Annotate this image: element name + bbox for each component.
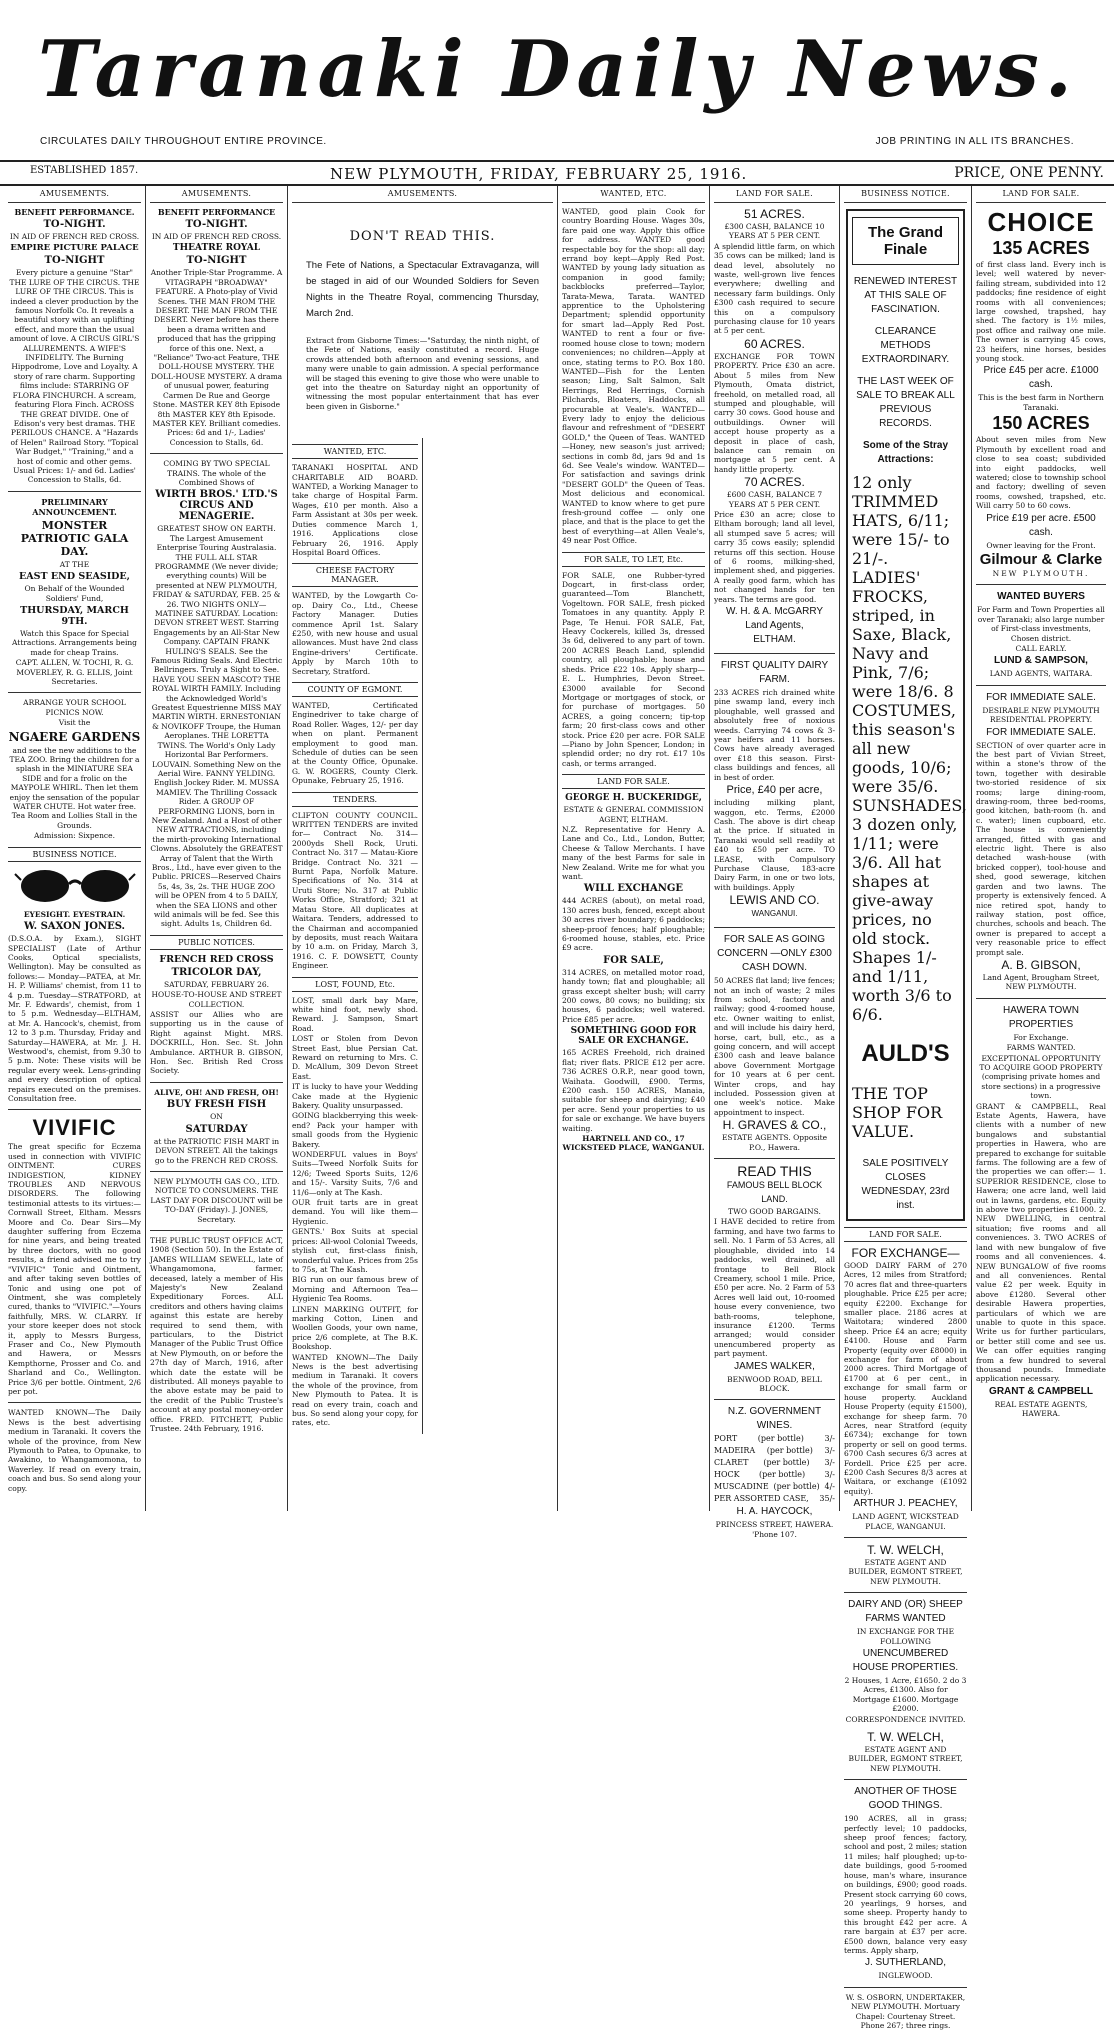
ad-signature: A. B. GIBSON, bbox=[1001, 957, 1081, 972]
ad-title: FOR EXCHANGE— bbox=[851, 1246, 960, 1260]
ad-body: Price £30 an acre; close to Eltham borough; land all level, all stumped save 5 acres; will carry 35 cows easily; splendid returns off this section. House of 6 rooms, milking-shed, implement shed, and piggeries. A really good farm, which has not changed hands for ten years. The terms are good. bbox=[714, 509, 835, 604]
welch-ad-1 bbox=[844, 1543, 967, 1586]
gilmour-clarke-ad bbox=[976, 207, 1106, 578]
ad-line: Some of the Stray Attractions: bbox=[862, 440, 949, 465]
ad-title-2: TO-NIGHT bbox=[186, 255, 247, 267]
theatre-royal-ad bbox=[150, 207, 283, 447]
column-4 bbox=[558, 186, 710, 1511]
list-item: WANTED KNOWN—The Daily News is the best advertising medium in Taranaki. It covers the whole of the province, from New Plymouth to Patea. It is read on every train, coach and bus. So send along your copy, for rates, etc. bbox=[292, 1352, 418, 1428]
ad-title: ARRANGE YOUR SCHOOL PICNICS NOW. bbox=[23, 698, 126, 717]
column-1 bbox=[4, 186, 146, 1511]
wine-name: PER ASSORTED CASE, bbox=[714, 1494, 809, 1504]
column-3-right bbox=[423, 438, 553, 1434]
list-item: LINEN MARKING OUTFIT, for marking Cotton, Linen and Woollen Goods, your own name, price 2/6 complete, at The B.K. Bookshop. bbox=[292, 1304, 418, 1352]
wine-price: 4/- bbox=[824, 1482, 835, 1492]
ad-subtitle-2: FARMS WANTED. bbox=[1006, 1043, 1076, 1053]
column-6 bbox=[840, 186, 972, 2030]
wine-name: PORT bbox=[714, 1434, 738, 1444]
ad-body: GREATEST SHOW ON EARTH. The Largest Amusement Enterprise Touring Australasia. THE FULL ALL STAR PROGRAMME (We never divide; everything counts) Will be presented at NEW PLYMOUTH, FRIDAY & SATURDAY, FEB. 25 & 26. TWO NIGHTS ONLY—MATINEE SATURDAY. Location: DEVON STREET WEST. Starring Engagements by an All-Star New Company. CAPTAIN FRANK HULING'S SEALS. See the Famous Riding Seals. And Electric Bellringers. Truly a Sight to See. HAVE YOU SEEN MASCOT? THE ROYAL WIRTH FAMILY. Including the Acknowledged World's Greatest Equestrienne MISS MAY MARTIN WIRTH. ERNESTONIAN & NOVIKOFF Troupe, the Human Aeroplanes. THE LORETTA TWINS. The World's Only Lady Horizontal Bar Performers. LOUVAIN. Something New on the Aerial Wire. FANNY YELDING. English Jockey Rider. M. MUSSA MAMIEV. The Thrilling Cossack Rider. A GROUP OF PERFORMING LIONS, born in New Zealand. And a Host of other NEW ATTRACTIONS, including the mirth-provoking International Clowns. Absolutely the GREATEST Array of Talent that the Wirth Bros., Ltd., have ever given to the Public. PRICES—Reserved Chairs 5s, 4s, 3s, 2s. THE HUGE ZOO will be OPEN from 4 to 5 DAILY, when the SEA LIONS and other wild animals will be fed. See this sight. Adults 1s, Children 6d. bbox=[150, 524, 283, 929]
wine-price: 3/- bbox=[824, 1470, 835, 1480]
ad-title: ALIVE, OH! AND FRESH, OH! bbox=[154, 1087, 279, 1097]
ad-body: 233 ACRES rich drained white pine swamp land, every inch ploughable, well grassed and absolutely free of noxious weeds. Carrying 74 cows & 3-year heifers and 11 horses. Cows have already averaged over £18 this season. First-class buildings and fences, all in best of order. bbox=[714, 688, 835, 782]
ad-title: The Grand Finale bbox=[852, 217, 959, 265]
divider bbox=[714, 1158, 835, 1159]
ad-signature: JAMES WALKER, bbox=[734, 1360, 815, 1372]
ad-subtitle: ESTATE AGENT AND BUILDER, EGMONT STREET, NEW PLYMOUTH. bbox=[848, 1745, 963, 1773]
gibson-ad bbox=[976, 691, 1106, 992]
ad-signature: CAPT. ALLEN, W. TOCHI, R. G. MOVERLEY, R. G. ELLIS, Joint Secretaries. bbox=[15, 658, 134, 686]
section-header: WANTED, ETC. bbox=[292, 444, 418, 459]
list-item: GOING blackberrying this week-end? Pack your hamper with small goods from the Hygienic Bakery. bbox=[292, 1111, 418, 1149]
ad-body: 50 ACRES flat land; live fences; not an inch of waste; 2 miles from school, factory and railway; good 4-roomed house, etc. Owner waiting to enlist, and will include his dairy herd, horse, cart, bull, etc., as a going concern, and will accept £300 cash and leave balance above Government Mortgage for 10 years at 6 per cent. Winter crops, and hay included. Possession given at one week's notice. Make appointment to inspect. bbox=[714, 976, 835, 1117]
ad-body: About seven miles from New Plymouth by excellent road and close to sea coast; subdivided into eight paddocks, well watered; close to township school and factory; dwelling of seven rooms, cowshed, trapshed, etc. Will carry 50 to 60 cows. bbox=[976, 435, 1106, 511]
wine-name: CLARET bbox=[714, 1458, 749, 1468]
ad-body: N.Z. Representative for Henry A. Lane and Co., Ltd., London, Butter, Cheese & Tallow Merchants. I have many of the best Farms for sale in New Zealand. Write me for what you want. bbox=[562, 824, 705, 881]
ad-venue: EAST END SEASIDE, bbox=[19, 571, 130, 583]
ad-title: MONSTER PATRIOTIC GALA DAY. bbox=[20, 518, 129, 558]
ad-subtitle: IN EXCHANGE FOR THE FOLLOWING bbox=[856, 1627, 955, 1646]
ad-body: WANTED, Certificated Enginedriver to take charge of Road Roller. Wages, 12/- per day when on plant. Permanent employment to good man. Schedule of duties can be seen at the County Office, Opunake. G. W. ROGERS, County Clerk. Opunake, February 25, 1916. bbox=[292, 700, 418, 786]
ad-signature-2: PRINCESS STREET, HAWERA. 'Phone 107. bbox=[715, 1520, 834, 1539]
established-text: ESTABLISHED 1857. bbox=[30, 165, 139, 176]
ad-subtitle: £300 CASH, BALANCE 10 YEARS AT 5 PER CENT. bbox=[724, 222, 825, 241]
fresh-fish-ad bbox=[150, 1088, 283, 1165]
ad-title: WILL EXCHANGE bbox=[583, 883, 684, 895]
ad-signature-3: ELTHAM. bbox=[753, 634, 796, 646]
ad-subtitle: £600 CASH, BALANCE 7 YEARS AT 5 PER CENT. bbox=[726, 490, 823, 509]
column-5-header: LAND FOR SALE. bbox=[714, 186, 835, 203]
ad-title: 70 ACRES. bbox=[744, 475, 805, 490]
ad-body: TARANAKI HOSPITAL AND CHARITABLE AID BOARD. WANTED, a Working Manager to take charge of Hospital Farm. Wages, £10 per month. Also a Farm Assistant at 30s per week. Duties commence March 1, 1916. Applications close February 26, 1916. Apply Hospital Board Offices. bbox=[292, 463, 418, 557]
column-5 bbox=[710, 186, 840, 1539]
wirth-circus-ad bbox=[150, 459, 283, 929]
ad-signature-2: Land Agents, bbox=[745, 620, 804, 632]
column-7-header: LAND FOR SALE. bbox=[976, 186, 1106, 203]
masthead bbox=[0, 0, 1114, 165]
ad-label: BENEFIT PERFORMANCE bbox=[157, 207, 276, 217]
ad-body: NEW PLYMOUTH GAS CO., LTD. NOTICE TO CONSUMERS. THE LAST DAY FOR DISCOUNT will be TO-DAY (Friday). J. JONES, Secretary. bbox=[150, 1176, 283, 1224]
ad-body: I HAVE decided to retire from farming, and have two farms to sell. No. 1 Farm of 53 Acres, all ploughable, divided into 14 paddocks, well drained, all frontage to Bell Block Creamery, school 1 mile. Price, £50 per acre. No. 2 Farm of 53 Acres well laid out, 10-roomed house every convenience, two bath-rooms, telephone, insurance £1200. Terms arranged; would consider unencumbered property as part payment. bbox=[714, 1217, 835, 1359]
subsection-header: TENDERS. bbox=[292, 792, 418, 807]
wine-name: MADEIRA bbox=[714, 1446, 756, 1456]
wine-price: 3/- bbox=[824, 1434, 835, 1444]
ad-closing: SALE POSITIVELY CLOSES WEDNESDAY, 23rd inst. bbox=[861, 1158, 950, 1211]
ad-title: FRENCH RED CROSS bbox=[159, 953, 274, 965]
ad-signature-2: ESTATE AGENTS. Opposite P.O., Hawera. bbox=[721, 1133, 828, 1152]
ad-signature: H. GRAVES & CO., bbox=[722, 1118, 827, 1133]
ad-body: of first class land. Every inch is level; well watered by never-failing stream, subdivided into 12 paddocks; fine residence of eight rooms with all conveniences; large cowshed, trapshed, hay shed. The factory is 1½ miles, post office and railway one mile. The owner is carrying 45 cows, 23 heifers, nine horses, besides young stock. bbox=[976, 260, 1106, 364]
ad-line: RENEWED INTEREST AT THIS SALE OF FASCINATION. bbox=[853, 276, 958, 315]
ad-date: SATURDAY, FEBRUARY 26. bbox=[163, 979, 269, 989]
bell-block-ad bbox=[714, 1164, 835, 1393]
ad-intro: COMING BY TWO SPECIAL TRAINS. The whole of the Combined Shows of bbox=[163, 459, 270, 487]
ad-title-3: 150 ACRES bbox=[992, 413, 1090, 434]
ad-title-2: UNENCUMBERED HOUSE PROPERTIES. bbox=[852, 1648, 959, 1673]
gas-co-notice bbox=[150, 1177, 283, 1224]
ad-signature: H. A. HAYCOCK, bbox=[736, 1506, 813, 1518]
section-header: BUSINESS NOTICE. bbox=[8, 847, 141, 862]
ad-name: WIRTH BROS.' LTD.'S CIRCUS AND MENAGERIE. bbox=[155, 489, 278, 523]
welch-ad-2 bbox=[844, 1730, 967, 1773]
ad-signature: GRANT & CAMPBELL bbox=[989, 1385, 1093, 1397]
ad-title-2: 135 ACRES bbox=[992, 238, 1090, 258]
ad-note: This is the best farm in Northern Taranaki. bbox=[978, 393, 1104, 412]
ad-body: 314 ACRES, on metalled motor road, handy town; flat and ploughable; all grass except shelter bush; will carry 200 cows, 80 cows; no building; six houses, 6 paddocks; well watered. Price £85 per acre. bbox=[562, 967, 705, 1024]
list-item: FOR SALE, one Rubber-tyred Dogcart, in first-class order, guaranteed—Tom Blanchett, Vogeltown. FOR SALE, fresh picked Tomatoes in any quantity. Apply P. Page, Te Henui. FOR SALE, Fat, Heavy Cockerels, killed 3s, dressed 3s 6d, delivered to any part of town. 200 ACRES Beach Land, splendid country, all ploughable; house and sheds. Price £22 10s. Apply sharp—E. L. Humphries, Devon Street. £3000 available for Second Mortgage or mortgages of stock, or for purchase of mortgages. 50 ACRES, a going concern; tip-top farm; 20 first-class cows and other stock. Price £20 per acre. FOR SALE—Piano by John Spencer, London; in splendid order; no dry rot. £17 10s cash, or terms arranged. bbox=[562, 570, 705, 768]
ad-subtitle: ESTATE & GENERAL COMMISSION AGENT, ELTHAM. bbox=[563, 805, 704, 824]
graves-ad bbox=[714, 933, 835, 1152]
divider bbox=[150, 1082, 283, 1083]
ad-body: The Fete of Nations, a Spectacular Extravaganza, will be staged in aid of our Wounded Soldiers for Seven Nights in the Theatre Royal, commencing Thursday, March 2nd. bbox=[306, 260, 539, 319]
ad-body: SECTION of over quarter acre in the best part of Vivian Street, within a stone's throw of the town, together with desirable two-storied residence of six rooms; large dining-room, drawing-room, three bed-rooms, good kitchen, bath-room (h. and c. water); linen cupboard, etc. The house is conveniently arranged, fitted with gas and electric light. There is also detached wash-house (with bricked copper), tool-house and shed, good sewerage, kitchen garden and two lawns. The property is extensively fenced. A nice retired spot, handy to railway station, post office, churches, schools and beach. The owner is prepared to accept a very reasonable price to effect prompt sale. bbox=[976, 740, 1106, 957]
divider bbox=[8, 1402, 141, 1403]
ad-note: Owner leaving for the Front. bbox=[986, 540, 1096, 550]
wine-item bbox=[714, 1481, 835, 1493]
divider bbox=[976, 998, 1106, 999]
ad-title: HAWERA TOWN PROPERTIES bbox=[1003, 1004, 1079, 1030]
ad-body: Every picture a genuine "Star" THE LURE OF THE CIRCUS. THE LURE OF THE CIRCUS. This is indeed a clever production by the famous Norfolk Co. It reveals a beautiful story with an uplifting effect, and more than the usual amount of love. A CIRCUS GIRL'S ALLUREMENTS. A WIFE'S INFIDELITY. The Burning Hippodrome, Love and Loyalty. A story of rare charm. Supporting films include: STARRING OF FLORA FINCHURCH. A scream, featuring Flora Finch. ACROSS THE GREAT DIVIDE. One of Edison's very best dramas. THE PERILOUS CHANCE. A "Hazards of Helen" Railroad Story. "Topical War Budget," "Training," and a host of comic and other gems. Usual Prices: 1/- and 6d. Ladies' Concession to Stalls, 6d. bbox=[9, 268, 140, 485]
column-2-header: AMUSEMENTS. bbox=[150, 186, 283, 203]
cheese-factory-ad bbox=[292, 591, 418, 676]
wines-ad bbox=[714, 1405, 835, 1539]
ad-body: 165 ACRES Freehold, rich drained flat; river flats. PRICE £12 per acre. 736 ACRES O.R.P., near good town, Waihata. Goodwill, £900. Terms, £200 cash. 150 ACRES, Manaia, suitable for sheep and dairying; £40 per acre. Send your properties to us for sale or exchange. We have buyers waiting. bbox=[562, 1048, 705, 1133]
ad-title: 60 ACRES. bbox=[744, 336, 805, 351]
buckeridge-ad bbox=[562, 793, 705, 1153]
wine-name: HOCK bbox=[714, 1470, 740, 1480]
fete-of-nations-ad bbox=[292, 207, 553, 432]
wine-unit: (per bottle) bbox=[757, 1434, 804, 1444]
empire-picture-ad bbox=[8, 207, 141, 485]
dairy-farms-wanted-ad bbox=[844, 1598, 967, 1724]
ad-signature: J. SUTHERLAND, bbox=[864, 1957, 947, 1969]
ad-signature-2: LAND AGENTS, WAITARA. bbox=[989, 669, 1093, 679]
ad-day: SATURDAY bbox=[185, 1123, 248, 1135]
ad-title: SOMETHING GOOD FOR SALE OR EXCHANGE. bbox=[570, 1026, 697, 1047]
wanted-known-ad bbox=[8, 1408, 141, 1493]
ad-location: NEW PLYMOUTH. bbox=[992, 568, 1090, 578]
price-text: PRICE, ONE PENNY. bbox=[954, 165, 1104, 181]
ad-body: 12 only TRIMMED HATS, 6/11; were 15/- to 21/-. LADIES' FROCKS, striped, in Saxe, Black, Navy and Pink, 7/6; were 18/6. 8 COSTUMES, this season's all new goods, 10/6; were 35/6. SUNSHADES, 3 dozen only, 1/11; were 3/6. All hat shapes at give-away prices, no old stock. Shapes 1/- and 1/11, worth 3/6 to 6/6. bbox=[852, 473, 967, 1024]
ad-subtitle: IN AID OF FRENCH RED CROSS. bbox=[151, 232, 282, 241]
list-item: OUR fruit tarts are in great demand. You will like them—Hygienic. bbox=[292, 1198, 418, 1226]
ad-body: Another Triple-Star Programme. A VITAGRAPH "BROADWAY" FEATURE. A Photo-play of Vivid Scenes. THE MAN FROM THE DESERT. THE MAN FROM THE DESERT. Never before has there been a drama written and produced that has the gripping force of this one. Next, a "Reliance" Two-act Feature, THE DOLL-HOUSE MYSTERY. THE DOLL-HOUSE MYSTERY. A drama of unusual power, featuring Carmen De Rue and George Stone. MASTER KEY 8th Episode 8th MASTER KEY 8th Episode. MASTER KEY. Brilliant comedies. Prices: 6d and 1/-, Ladies' Concession to Stalls, 6d. bbox=[150, 268, 283, 447]
ad-admission: Admission: Sixpence. bbox=[34, 831, 115, 841]
ad-header: EYESIGHT. EYESTRAIN. bbox=[23, 909, 126, 919]
tenders-ad bbox=[292, 811, 418, 971]
ad-signature-2: REAL ESTATE AGENTS, HAWERA. bbox=[994, 1399, 1088, 1419]
divider bbox=[976, 584, 1106, 585]
wine-list bbox=[714, 1433, 835, 1505]
ad-price: Price £19 per acre. £500 cash. bbox=[986, 512, 1096, 538]
ad-title: DON'T READ THIS. bbox=[349, 229, 496, 244]
ad-venue: NGAERE GARDENS bbox=[8, 729, 141, 744]
column-3-left bbox=[292, 438, 423, 1434]
ad-title-2: BUY FRESH FISH bbox=[166, 1099, 267, 1111]
wine-unit: (per bottle) bbox=[763, 1458, 810, 1468]
divider bbox=[844, 1987, 967, 1988]
list-item: LOST, small dark bay Mare, white hind foot, newly shod. Reward. J. Sampson, Smart Road. bbox=[292, 995, 418, 1033]
ad-title-2: TRICOLOR DAY, bbox=[171, 966, 262, 978]
ad-signature-2: BENWOOD ROAD, BELL BLOCK. bbox=[727, 1374, 822, 1393]
ad-tagline: THE TOP SHOP FOR VALUE. bbox=[852, 1084, 943, 1141]
ad-body: and see the new additions to the TEA ZOO. Bring the children for a splash in the MINIATURE SEA SIDE and for a frolic on the MAYPOLE WHIRL. Then let them enjoy the sensation of the popular WATER CHUTE. Hot water free. Tea Room and Lollies Stall in the Grounds. bbox=[9, 745, 140, 830]
ngaere-gardens-ad bbox=[8, 698, 141, 840]
ad-body: Watch this Space for Special Attractions. Arrangements being made for cheap Trains. bbox=[12, 628, 137, 657]
column-2 bbox=[146, 186, 288, 1511]
list-item: IT is lucky to have your Wedding Cake made at the Hygienic Bakery. Quality unsurpassed. bbox=[292, 1082, 418, 1110]
ad-venue: THEATRE ROYAL bbox=[172, 243, 261, 254]
ad-extract: Extract from Gisborne Times:—"Saturday, the ninth night, of the Fete of Nations, easily constituted a record. Huge crowds attended both afternoon and evening sessions, and many were unable to gain admission. A special performance will be staged this evening to give those who were unable to get into the theatre on Saturday night an opportunity of witnessing the most popular entertainment that has ever been given in Gisborne." bbox=[306, 336, 539, 411]
ad-title: FIRST QUALITY DAIRY FARM. bbox=[720, 660, 829, 686]
ad-signature: ARTHUR J. PEACHEY, bbox=[853, 1498, 958, 1510]
section-header: FOR SALE, TO LET, Etc. bbox=[562, 552, 705, 567]
ad-body: ASSIST our Allies who are supporting us in the cause of Right against Might. MRS. DOCKRILL, Hon. Sec. St. John Ambulance. ARTHUR B. GIBSON, Hon. Sec. British Red Cross Society. bbox=[150, 1010, 283, 1076]
ad-title-2: TO-NIGHT bbox=[44, 255, 105, 267]
list-item: LOST or Stolen from Devon Street East, blue Persian Cat. Reward on returning to Mrs. C. D. McAllum, 309 Devon Street East. bbox=[292, 1034, 418, 1081]
ad-signature: LUND & SAMPSON, bbox=[994, 655, 1088, 667]
wine-name: MUSCADINE bbox=[714, 1482, 769, 1492]
ad-title: READ THIS bbox=[737, 1163, 812, 1180]
section-header: PUBLIC NOTICES. bbox=[150, 935, 283, 950]
wine-item bbox=[714, 1445, 835, 1457]
issue-date: NEW PLYMOUTH, FRIDAY, FEBRUARY 25, 1916. bbox=[330, 165, 748, 183]
divider bbox=[8, 1109, 141, 1110]
masthead-slogan-right: JOB PRINTING IN ALL ITS BRANCHES. bbox=[875, 136, 1074, 147]
ad-body: W. S. OSBORN, UNDERTAKER, NEW PLYMOUTH. Mortuary Chapel: Courtenay Street. Phone 267; three rings. bbox=[845, 1992, 966, 2030]
ad-title: ANOTHER OF THOSE GOOD THINGS. bbox=[854, 1786, 957, 1812]
divider bbox=[976, 685, 1106, 686]
ad-body: EXCHANGE FOR TOWN PROPERTY. Price £30 an acre. About 5 miles from New Plymouth, Omata district, freehold, on metalled road, all stumped and ploughable, will carry 30 cows. Good house and outbuildings. Owner will accept house property as a deposit in place of cash, balance can remain on mortgage at 5 per cent. A handy little property. bbox=[714, 351, 835, 474]
column-3-header: AMUSEMENTS. bbox=[292, 186, 553, 203]
ad-name: T. W. WELCH, bbox=[867, 1542, 944, 1557]
ad-date: THURSDAY, MARCH 9TH. bbox=[20, 604, 129, 627]
optician-ad bbox=[8, 866, 141, 1104]
wine-unit: (per bottle) bbox=[773, 1482, 820, 1492]
ad-price: Price £45 per acre. £1000 cash. bbox=[983, 365, 1099, 391]
ad-label: BENEFIT PERFORMANCE. bbox=[14, 207, 135, 217]
ad-subtitle: IN AID OF FRENCH RED CROSS. bbox=[9, 232, 140, 241]
ad-subtitle: DESIRABLE NEW PLYMOUTH RESIDENTIAL PROPERTY. bbox=[982, 705, 1100, 725]
ad-body: 2 Houses, 1 Acre, £1650. 2 do 3 Acres, £1300. Also for Mortgage £1600. Mortgage £2000. bbox=[844, 1676, 967, 1714]
ad-title: DAIRY AND (OR) SHEEP FARMS WANTED bbox=[848, 1599, 963, 1625]
ad-name: Gilmour & Clarke bbox=[979, 550, 1103, 568]
ad-body: CLIFTON COUNTY COUNCIL. WRITTEN TENDERS are invited for— Contract No. 314—2000yds Shell Rock, Uruti. Contract No. 317 — Matau-Kiore Bridge. Contract No. 321 — Burnt Papa, Norfolk Mature. Specifications of No. 314 at Uruti Store; No. 317 at Public Works Office, Stratford; 321 at Matau Store. All duplicates at Waitara. Tenders, addressed to the Chairman and accompanied by deposits, must reach Waitara by 10 a.m. on Friday, March 3, 1916. C. F. DOWSETT, County Engineer. bbox=[292, 810, 418, 971]
ad-call: CALL EARLY. bbox=[1015, 643, 1067, 653]
wine-item bbox=[714, 1433, 835, 1445]
column-3 bbox=[288, 186, 558, 1511]
column-7 bbox=[972, 186, 1110, 1511]
ad-subtitle-2: TWO GOOD BARGAINS. bbox=[728, 1207, 821, 1217]
section-header: LAND FOR SALE. bbox=[844, 1227, 967, 1242]
divider bbox=[150, 453, 283, 454]
ad-signature-2: WANGANUI. bbox=[751, 909, 798, 919]
wine-price: 3/- bbox=[824, 1446, 835, 1456]
ad-signature-2: LAND AGENT, WICKSTEAD PLACE, WANGANUI. bbox=[852, 1512, 959, 1531]
subsection-header: CHEESE FACTORY MANAGER. bbox=[292, 563, 418, 587]
ad-body: including milking plant, waggon, etc. Terms, £2000 Cash. The above is dirt cheap at the price. If situated in Taranaki would sell readily at £40 to £50 per acre. TO LEASE, with Compulsory Purchase Clause, 183-acre Dairy Farm, in one or two lots, with buildings. Apply bbox=[714, 798, 835, 892]
ad-body: THE PUBLIC TRUST OFFICE ACT, 1908 (Section 50). In the Estate of JAMES WILLIAM SEWELL, late of Whangamomona, farmer, deceased, lately a member of His Majesty's New Zealand Expeditionary Forces. ALL creditors and others having claims against this estate are hereby required to send them, with particulars, to the District Manager of the Public Trust Office at New Plymouth, on or before the 27th day of March, 1916, after which date the estate will be distributed. All moneys payable to the above estate may be paid to the credit of the Public Trustee's account at any postal money-order office. FRED. FITCHETT, Public Trustee. 24th February, 1916. bbox=[150, 1235, 283, 1434]
ad-name: GEORGE H. BUCKERIDGE, bbox=[565, 793, 702, 804]
exchange-ad bbox=[844, 1246, 967, 1531]
wine-price: 3/- bbox=[824, 1458, 835, 1468]
divider bbox=[714, 1399, 835, 1400]
ad-signature: LEWIS AND CO. bbox=[729, 893, 820, 908]
ad-body: GOOD DAIRY FARM of 270 Acres, 12 miles from Stratford; 70 acres flat and three-quarters ploughable. Price £25 per acre; equity £2200. Exchange for smaller place. 2186 acres at Waitotara; windered 2800 sheep. Price £4 an acre; equity £4100. House and Farm Property (equity over £8000) in exchange for farm of about 2000 acres. Third Mortgage of £1700 at 6 per cent., in exchange for small farm or house property. Auckland House Property (equity £1500), exchange for sheep farm. 70 Acres, near Stratford (equity £6734); exchange for town property or sell on good terms. 6700 Cash secures 6/3 acres at Fordell. Price £25 per acre. £200 Cash Secures 8/3 acres at Waitara, or exchange (£1092 equity). bbox=[844, 1261, 967, 1496]
ad-price: Price, £40 per acre, bbox=[726, 784, 823, 797]
ad-behalf: On Behalf of the Wounded Soldiers' Fund, bbox=[24, 584, 125, 603]
ad-title: FOR SALE AS GOING CONCERN —ONLY £300 CASH DOWN. bbox=[717, 934, 832, 974]
wanted-list bbox=[562, 207, 705, 546]
ad-name: T. W. WELCH, bbox=[867, 1730, 944, 1745]
ad-body: (D.S.O.A. by Exam.), SIGHT SPECIALIST (Late of Arthur Cooks, Optical specialists, Wellington). May be consulted as follows:— Monday—PATEA, at Mr. H. P. Williams' chemist, from 11 to 4 p.m. Tuesday—STRATFORD, at Mr. F. Edwards', chemist, from 1 to 5 p.m. Wednesday—ELTHAM, at Mr. A. Hancock's, chemist, from 12 to 3 p.m. Thursday, Friday and Saturday—HAWERA, at Mr. J. H. Westwood's, chemist, from 9.30 to 5 p.m. Note: These visits will be regular every week. Lens-grinding and every description of optical repairs executed on the premises. Consultation free. bbox=[8, 934, 141, 1103]
wine-unit: (per bottle) bbox=[759, 1470, 806, 1480]
good-things-ad bbox=[844, 1785, 967, 1981]
divider bbox=[714, 927, 835, 928]
column-6-header: BUSINESS NOTICE. bbox=[844, 186, 967, 203]
ad-body: For Farm and Town Properties all over Taranaki; also large number of First-class investments, Chosen district. bbox=[977, 605, 1105, 643]
ad-subtitle: ESTATE AGENT AND BUILDER, EGMONT STREET, NEW PLYMOUTH. bbox=[848, 1557, 963, 1586]
ad-subtitle: HOUSE-TO-HOUSE AND STREET COLLECTION. bbox=[151, 990, 282, 1009]
section-header: LOST, FOUND, Etc. bbox=[292, 977, 418, 992]
ad-subtitle: For Exchange. bbox=[1013, 1032, 1069, 1042]
ad-title: TO-NIGHT. bbox=[43, 219, 106, 230]
ad-name: AULD'S bbox=[861, 1040, 950, 1067]
ad-signature: HARTNELL AND CO., 17 WICKSTEED PLACE, WANGANUI. bbox=[562, 1133, 705, 1153]
ad-title: TO-NIGHT. bbox=[185, 219, 248, 230]
divider bbox=[844, 1779, 967, 1780]
wine-price: 35/- bbox=[819, 1494, 835, 1504]
for-sale-list bbox=[562, 571, 705, 769]
divider bbox=[844, 1537, 967, 1538]
ad-signature-2: INGLEWOOD. bbox=[878, 1971, 933, 1981]
ad-line: THE LAST WEEK OF SALE TO BREAK ALL PREVIOUS RECORDS. bbox=[856, 376, 955, 429]
spectacles-icon bbox=[15, 866, 135, 906]
newspaper-title: Taranaki Daily News. bbox=[38, 24, 1078, 115]
gala-day-ad bbox=[8, 497, 141, 687]
divider bbox=[8, 692, 141, 693]
lost-found-list bbox=[292, 996, 418, 1428]
public-trust-notice bbox=[150, 1236, 283, 1434]
section-header: LAND FOR SALE. bbox=[562, 774, 705, 789]
ad-body: 190 ACRES, all in grass; perfectly level; 10 paddocks, sheep proof fences; factory, school and post, 2 miles; station 11 miles; half ploughed; up-to-date buildings, good 5-roomed house, man's whare, insurance on buildings, £900; good roads. Present stock carrying 60 cows, 20 yearlings, 9 horses, and some sheep. Property handy to this brought £42 per acre. A rare bargain at £37 per acre. £500 down, balance very easy terms. Apply sharp, bbox=[844, 1814, 967, 1955]
subsection-header: COUNTY OF EGMONT. bbox=[292, 682, 418, 697]
wine-unit: (per bottle) bbox=[766, 1446, 813, 1456]
list-item: WANTED, good plain Cook for country Boarding House. Wages 30s, fare paid one way. Apply this office for address. WANTED good respectable boy for the shop: all day; errand boy kept—Apply Red Post. WANTED by young lady situation as companion in good family; backblocks preferred—Taylor, Tarata-Mewa, Tarata. WANTED apprentice to the Upholstering Department; splendid opportunity for smart lad—Apply Red Post. WANTED to rent a four or five-roomed house close to town; modern conveniences; no children—Apply at once, stating terms to P.O. Box 180. WANTED—Fish for the Lenten season; Ling, Salt Salmon, Salt Herrings, Red Herrings, Cornish Pilchards, Bloaters, Haddocks, all procurable at Veale's. WANTED—Every lady to enjoy the delicious flavour and refreshment of "DESERT GOLD," the Queen of Teas. WANTED—Honey, new season's just arrived; sections in comb 8d, jars 9d and 1s 6d. See Veale's window. WANTED—For satisfaction and savings drink "DESERT GOLD" the Queen of Teas. Most delicious and economical. WANTED to know where to get pure fresh-ground coffee — only one place, and that is the place to get the best of everything—at Allen Veale's, 49 near Post Office. bbox=[562, 207, 705, 546]
ad-title: CHOICE bbox=[987, 207, 1095, 237]
column-3-split bbox=[292, 438, 553, 1434]
grand-finale-ad bbox=[846, 209, 965, 1221]
vivific-ad bbox=[8, 1115, 141, 1396]
wine-item bbox=[714, 1493, 835, 1505]
divider bbox=[150, 1171, 283, 1172]
column-4-header: WANTED, ETC. bbox=[562, 186, 705, 203]
ad-title: 51 ACRES. bbox=[744, 207, 805, 221]
ad-title: WANTED BUYERS bbox=[997, 591, 1085, 603]
ad-title: FOR SALE, bbox=[603, 954, 664, 966]
ad-title: FOR IMMEDIATE SALE. bbox=[986, 691, 1096, 703]
grant-campbell-ad bbox=[976, 1004, 1106, 1419]
ad-subtitle: FAMOUS BELL BLOCK LAND. bbox=[726, 1180, 823, 1205]
lewis-ad bbox=[714, 659, 835, 921]
lund-sampson-ad bbox=[976, 590, 1106, 678]
ad-body: GRANT & CAMPBELL, Real Estate Agents, Hawera, have clients with a number of new bungalows and substantial properties in Hawera, who are prepared to exchange for suitable farms. The following are a few of the properties we can offer:— 1. SUPERIOR RESIDENCE, close to Hawera; one acre land, well laid out in lawns, gardens, etc. Equity in above two properties £1000. 2. NEW DWELLING, in central situation; five rooms and all conveniences. 3. TWO ACRES of land with new bungalow of five rooms and all conveniences. 4. NEW BUNGALOW of five rooms and all conveniences. Rental value £2 per week. Equity in above £1280. Several other desirable Hawera properties, particulars of which we are unable to quote in this space. Write us for further particulars, or better still come and see us. We can offer equities ranging from a few hundred to several thousand pounds. Immediate application necessary. bbox=[976, 1101, 1106, 1384]
column-1-header: AMUSEMENTS. bbox=[8, 186, 141, 203]
ad-title-2: FOR IMMEDIATE SALE. bbox=[986, 726, 1096, 738]
ad-signature: W. H. & A. McGARRY bbox=[725, 606, 824, 618]
undertaker-ad bbox=[844, 1993, 967, 2030]
egmont-county-ad bbox=[292, 701, 418, 786]
wine-item bbox=[714, 1469, 835, 1481]
ad-body: A splendid little farm, on which 35 cows can be milked; land is dead level, absolutely no waste, well-grown live fences everywhere; dwelling and necessary farm buildings. Only £300 cash required to secure this on a compulsory purchasing clause for 10 years at 5 per cent. bbox=[714, 241, 835, 336]
list-item: BIG run on our famous brew of Morning and Afternoon Tea—Hygienic Tea Rooms. bbox=[292, 1275, 418, 1304]
ad-line: CLEARANCE METHODS EXTRAORDINARY. bbox=[861, 326, 950, 365]
ad-body: WANTED KNOWN—The Daily News is the best advertising medium in Taranaki. It covers the whole of the province, from New Plymouth to Patea, to Opunake, to Awakino, to Whangamomona, to Waverley. If read on every train, coach and bus. So send along your copy. bbox=[8, 1408, 141, 1493]
ad-body: at the PATRIOTIC FISH MART in DEVON STREET. All the takings go to the FRENCH RED CROSS. bbox=[153, 1136, 280, 1165]
divider bbox=[8, 491, 141, 492]
ad-visit: Visit the bbox=[58, 718, 91, 728]
ad-label: PRELIMINARY ANNOUNCEMENT. bbox=[32, 496, 117, 517]
red-cross-ad bbox=[150, 954, 283, 1076]
list-item: GENTS.' Box Suits at special prices: All-wool Colonial Tweeds, stylish cut, first-class finish, wonderful value. Prices from 25s to 75s, at The Kash. bbox=[292, 1227, 418, 1274]
list-item: WONDERFUL values in Boys' Suits—Tweed Norfolk Suits for 12/6; Tweed Sports Suits, 12/6 and 15/-. Varsity Suits, 7/6 and 11/6—only at The Kash. bbox=[292, 1150, 418, 1197]
hospital-board-ad bbox=[292, 463, 418, 557]
ad-on: ON bbox=[210, 1112, 223, 1122]
ad-body: 444 ACRES (about), on metal road, 130 acres bush, fenced, except about 30 acres river boundary; 6 paddocks; sheep-proof fences; half ploughable; 6-roomed house, stables, etc. Price £9 acre. bbox=[562, 896, 705, 953]
ad-closing: CORRESPONDENCE INVITED. bbox=[845, 1714, 966, 1724]
divider bbox=[844, 1592, 967, 1593]
ad-body: The great specific for Eczema used in connection with VIVIFIC OINTMENT. CURES INDIGESTION, KIDNEY TROUBLES AND NERVOUS DISORDERS. The following testimonial attests to its virtues:— Cornwall Street, Eltham. Messrs Moore and Co. Dear Sirs—My daughter suffering from Eczema for nine years, and being treated by three doctors, with no good results, a friend advised me to try "VIVIFIC" Tonic and Ointment, and after taking seven bottles of Tonic and using one pot of Ointment, she was completely cured, thanks to "VIVIFIC."—Yours faithfully, MRS. W. CLARRY. If your store keeper does not stock it, apply to Messrs Burgess, Fraser and Co., New Plymouth and Hawera, or Messrs Kempthorne, Prosser and Co. and Sharland and Co., Wellington. Price 3/6 per bottle. Ointment, 2/6 per pot. bbox=[8, 1142, 141, 1396]
ad-intro: EXCEPTIONAL OPPORTUNITY TO ACQUIRE GOOD PROPERTY (comprising private homes and store sections) in a progressive town. bbox=[979, 1053, 1103, 1101]
ad-signature-2: Land Agent, Brougham Street, NEW PLYMOUTH. bbox=[982, 972, 1100, 992]
ad-at: AT THE bbox=[59, 559, 90, 569]
dateline bbox=[0, 160, 1114, 186]
ad-name: VIVIFIC bbox=[32, 1115, 117, 1141]
ad-name: W. SAXON JONES. bbox=[23, 921, 126, 933]
divider bbox=[150, 1230, 283, 1231]
divider bbox=[714, 653, 835, 654]
wine-item bbox=[714, 1457, 835, 1469]
ad-venue: EMPIRE PICTURE PALACE bbox=[10, 243, 139, 254]
ad-title: N.Z. GOVERNMENT WINES. bbox=[727, 1406, 822, 1432]
page-columns bbox=[4, 186, 1110, 2030]
ad-body: WANTED, by the Lowgarth Co-op. Dairy Co., Ltd., Cheese Factory Manager. Duties commence April 1st. Salary £250, with new house and usual allowances. Must have 2nd class Engine-drivers' Certificate. Apply by March 10th to Secretary, Stratford. bbox=[292, 591, 418, 676]
masthead-slogan-left: CIRCULATES DAILY THROUGHOUT ENTIRE PROVINCE. bbox=[40, 136, 327, 147]
mcgarry-ad bbox=[714, 207, 835, 647]
